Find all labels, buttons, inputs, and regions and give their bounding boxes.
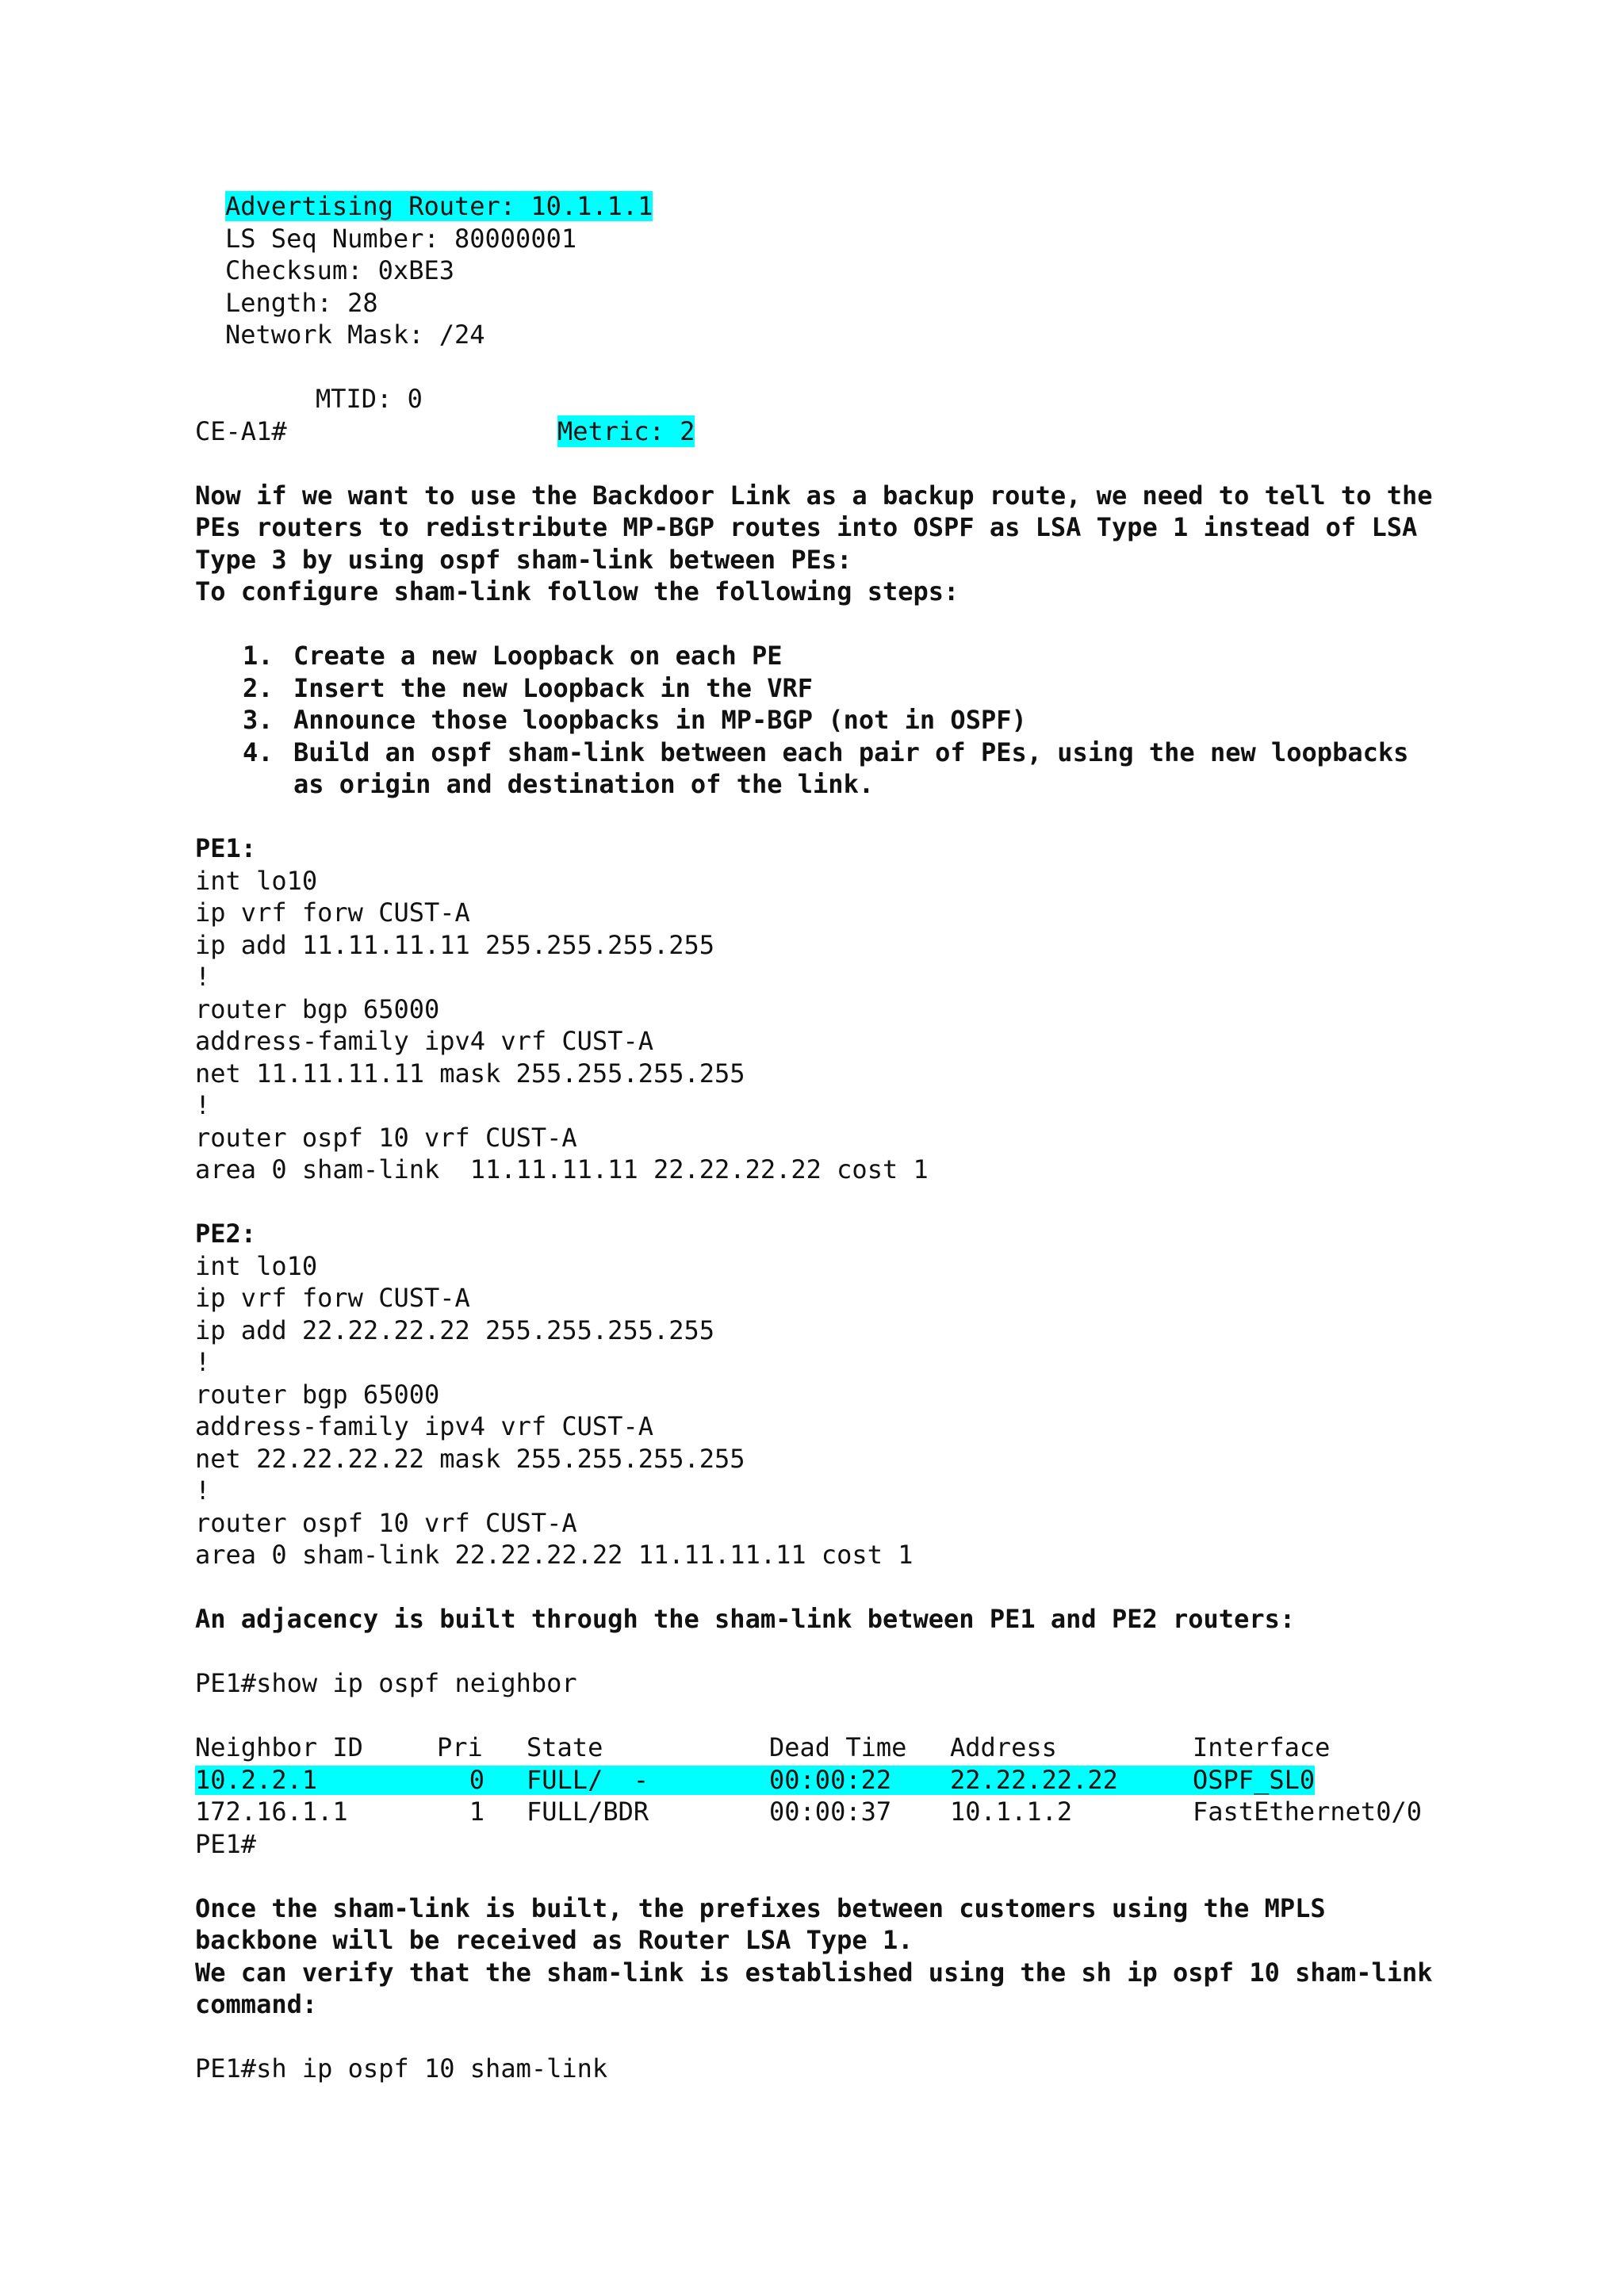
pe2-config-line: router ospf 10 vrf CUST-A	[195, 1507, 577, 1538]
pe2-config-line: ip vrf forw CUST-A	[195, 1283, 470, 1313]
cell-pri: 0	[469, 1764, 485, 1795]
pe1-config-line: ip vrf forw CUST-A	[195, 897, 470, 928]
cell-address: 10.1.1.2	[950, 1797, 1073, 1827]
lsa-length-line: Length: 28	[225, 287, 378, 318]
header-dead-time: Dead Time	[769, 1732, 907, 1762]
spacer	[195, 1700, 1496, 1732]
outro-line-3: We can verify that the sham-link is established using the sh ip ospf 10 sham-link	[195, 1957, 1433, 1988]
table-row	[195, 1796, 1496, 1828]
lsa-checksum-line: Checksum: 0xBE3	[225, 255, 454, 285]
spacer	[195, 447, 1496, 480]
pe2-config-line: ip add 22.22.22.22 255.255.255.255	[195, 1314, 715, 1345]
step-item	[195, 704, 1496, 737]
pe2-config-line: area 0 sham-link 22.22.22.22 11.11.11.11 cost 1	[195, 1540, 914, 1570]
intro-line-3: Type 3 by using ospf sham-link between PEs:	[195, 544, 852, 575]
advertising-router-highlight: Advertising Router: 10.1.1.1	[225, 191, 653, 221]
header-pri: Pri	[437, 1732, 483, 1762]
step-item	[195, 640, 1496, 672]
pe2-config-line: net 22.22.22.22 mask 255.255.255.255	[195, 1443, 745, 1474]
pe1-config-line: int lo10	[195, 865, 318, 896]
pe2-config-line: router bgp 65000	[195, 1379, 440, 1410]
pe2-config-line: !	[195, 1475, 211, 1506]
ce-prompt: CE-A1#	[195, 415, 287, 446]
neighbor-command: PE1#show ip ospf neighbor	[195, 1668, 577, 1698]
pe2-config-line: int lo10	[195, 1250, 318, 1281]
adjacency-text: An adjacency is built through the sham-link between PE1 and PE2 routers:	[195, 1604, 1296, 1634]
cell-state: FULL/ -	[527, 1764, 649, 1795]
pe1-config-line: !	[195, 962, 211, 992]
outro-line-4: command:	[195, 1989, 318, 2019]
cell-dead-time: 00:00:37	[769, 1797, 892, 1827]
intro-line-2: PEs routers to redistribute MP-BGP routes into OSPF as LSA Type 1 instead of LSA	[195, 512, 1418, 542]
step-number: 1.	[243, 641, 274, 671]
step-number: 2.	[243, 672, 274, 703]
intro-line-4: To configure sham-link follow the following steps:	[195, 576, 959, 607]
row-highlight	[195, 1766, 1315, 1795]
header-neighbor-id: Neighbor ID	[195, 1732, 363, 1762]
cell-neighbor-id: 172.16.1.1	[195, 1797, 348, 1827]
pe1-config-line: router bgp 65000	[195, 993, 440, 1024]
spacer	[195, 2021, 1496, 2053]
spacer	[195, 1636, 1496, 1668]
pe1-config-line: net 11.11.11.11 mask 255.255.255.255	[195, 1058, 745, 1089]
header-interface: Interface	[1193, 1732, 1331, 1762]
neighbor-table-header	[195, 1732, 1496, 1764]
outro-line-1: Once the sham-link is built, the prefixes between customers using the MPLS	[195, 1892, 1326, 1923]
pe2-config-line: !	[195, 1347, 211, 1377]
cell-address: 22.22.22.22	[950, 1764, 1118, 1795]
pe1-config-line: !	[195, 1090, 211, 1120]
spacer	[195, 1186, 1496, 1219]
steps-list	[195, 640, 1496, 801]
pe1-config-line: address-family ipv4 vrf CUST-A	[195, 1026, 653, 1056]
lsa-mtid: MTID: 0	[316, 384, 423, 414]
cell-dead-time: 00:00:22	[769, 1764, 892, 1795]
pe1-config-line: ip add 11.11.11.11 255.255.255.255	[195, 929, 715, 960]
pe2-title: PE2:	[195, 1219, 257, 1249]
intro-line-1: Now if we want to use the Backdoor Link as a backup route, we need to tell to the	[195, 480, 1433, 511]
cell-neighbor-id: 10.2.2.1	[195, 1764, 318, 1795]
cell-interface: FastEthernet0/0	[1193, 1797, 1422, 1827]
step-number: 3.	[243, 705, 274, 735]
spacer	[195, 801, 1496, 833]
lsa-metric-highlight: Metric: 2	[557, 415, 695, 446]
outro-line-2: backbone will be received as Router LSA Type 1.	[195, 1925, 914, 1955]
step-item	[195, 672, 1496, 705]
step-number: 4.	[243, 737, 274, 767]
cell-pri: 1	[469, 1797, 485, 1827]
lsa-advertising-router-line	[195, 190, 1496, 223]
document-content	[195, 190, 1496, 2085]
pe1-config-line: area 0 sham-link 11.11.11.11 22.22.22.22 cost 1	[195, 1154, 929, 1184]
pe1-title: PE1:	[195, 833, 257, 863]
pe2-config-line: address-family ipv4 vrf CUST-A	[195, 1411, 653, 1441]
spacer	[195, 1860, 1496, 1892]
header-state: State	[527, 1732, 603, 1762]
lsa-network-mask-line: Network Mask: /24	[225, 320, 485, 350]
table-row	[195, 1764, 1496, 1797]
cell-interface: OSPF_SL0	[1193, 1764, 1316, 1795]
step-text: Announce those loopbacks in MP-BGP (not in OSPF)	[293, 705, 1027, 735]
pe1-prompt: PE1#	[195, 1828, 257, 1859]
step-item	[195, 737, 1496, 801]
step-text: Build an ospf sham-link between each pair of PEs, using the new loopbacks as origin and destination of the link.	[293, 737, 1409, 799]
header-address: Address	[950, 1732, 1057, 1762]
pe1-config-line: router ospf 10 vrf CUST-A	[195, 1122, 577, 1153]
cell-state: FULL/BDR	[527, 1797, 649, 1827]
spacer	[195, 608, 1496, 641]
shamlink-command: PE1#sh ip ospf 10 sham-link	[195, 2053, 608, 2084]
step-text: Create a new Loopback on each PE	[293, 641, 783, 671]
lsa-seq-line: LS Seq Number: 80000001	[225, 223, 577, 254]
spacer	[195, 1571, 1496, 1604]
step-text: Insert the new Loopback in the VRF	[293, 672, 814, 703]
